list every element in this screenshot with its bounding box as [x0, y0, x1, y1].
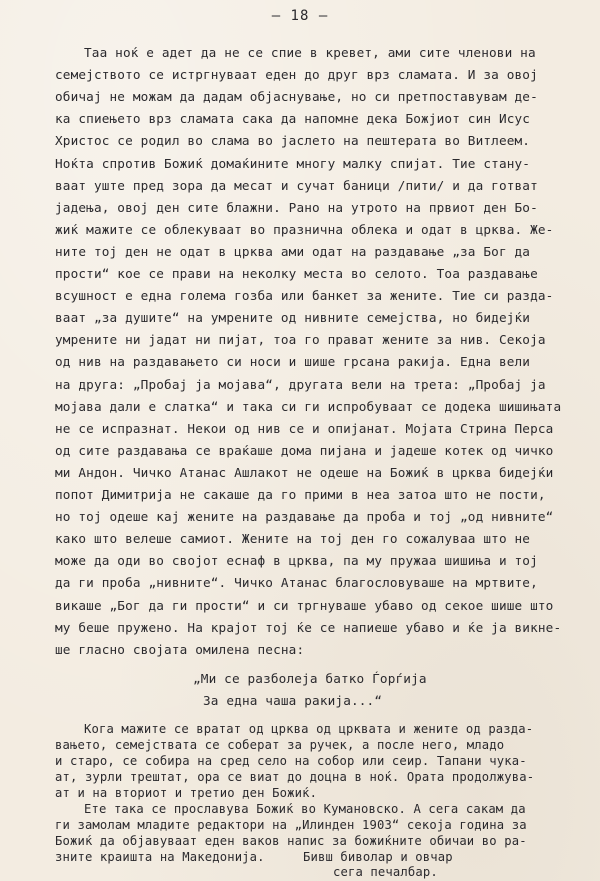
text-line: и старо, се собира на сред село на собор или сеир. Тапани чука- [55, 754, 527, 768]
text-line: жиќ мажите се облекуваат во празнична облека и одат в црква. Же- [55, 221, 554, 237]
text-line: ваат „за душите“ на умрените од нивните семејства, но бидејќи [55, 310, 531, 326]
text-line: обичај не можам да дадам објаснување, но си претпоставувам де- [55, 89, 538, 105]
text-line: Таа ноќ е адет да не се спие в кревет, ами сите членови на [84, 45, 536, 60]
text-line: како што велеше самиот. Жените на тој ден го сожалуваа што не [55, 531, 531, 547]
text-line: ваат уште пред зора да месат и сучат баници /пити/ и да готват [55, 177, 538, 193]
text-line: не се испразнат. Некои од нив се и опијанат. Мојата Стрина Перса [55, 420, 554, 436]
signature-line: Бивш биволар и овчар [303, 850, 453, 864]
text-line: Божиќ да објавуваат еден ваков напис за божиќните обичаи во ра- [55, 834, 527, 848]
text-line: Кога мажите се вратат од црква од црквата и жените од разда- [84, 722, 534, 736]
text-line: ните тој ден не одат в црква ами одат на раздавање „за Бог да [55, 243, 531, 259]
song-line: За една чаша ракија...“ [203, 693, 383, 708]
text-line: од сите раздавања се враќаше дома пијана и јадеше котек од чичко [55, 442, 554, 458]
text-line: семејството се истргнуваат еден до друг врз сламата. И за овој [55, 67, 538, 83]
text-line: вањето, семејствата се соберат за ручек, а после него, младо [55, 738, 505, 752]
text-line: всушност е една голема гозба или банкет за жените. Тие си разда- [55, 288, 554, 304]
text-line: Ете така се прославува Божиќ во Кумановско. А сега сакам да [84, 802, 526, 816]
signature-line: сега печалбар. [333, 865, 438, 879]
text-line: прости“ кое се прави на неколку места во селото. Тоа раздавање [55, 266, 538, 281]
text-line: мојава дали е слатка“ и така си ги испробуваат се додека шишињата [55, 398, 562, 414]
text-line: умрените ни јадат ни пијат, тоа го прават жените за нив. Секоја [55, 332, 546, 348]
text-line: Ноќта спротив Божиќ домаќините многу малку спијат. Тие стану- [55, 155, 531, 171]
text-line: викаше „Бог да ги прости“ и си тргнуваше убаво од секое шише што [55, 597, 554, 613]
text-line: ат и на вториот и третио ден Божиќ. [55, 786, 318, 800]
text-line: но тој одеше кај жените на раздавање да проба и тој „од нивните“ [55, 509, 554, 525]
text-line: зните краишта на Македонија. [55, 850, 265, 864]
page-number: — 18 — [271, 8, 329, 24]
text-line: на друга: „Пробај ја мојава“, другата вели на трета: „Пробај ја [55, 376, 546, 392]
text-line: ги замолам младите редактори на „Илинден 1903“ секоја година за [55, 818, 527, 832]
song-line: „Ми се разболеја батко Ѓорѓија [193, 671, 427, 686]
text-line: од нив на раздавањето си носи и шише грсана ракија. Една вели [55, 354, 531, 370]
text-line: јадења, овој ден сите блажни. Рано на утрото на првиот ден Бо- [55, 199, 538, 215]
text-line: ми Андон. Чичко Атанас Ашлакот не одеше на Божиќ в црква бидејќи [55, 464, 554, 480]
text-line: ка спиењето врз сламата сака да напомне дека Божјиот син Исус [55, 111, 531, 127]
text-line: Христос се родил во слама во јаслето на пештерата во Витлеем. [55, 133, 531, 149]
text-line: попот Димитрија не сакаше да го прими в неа затоа што не пости, [55, 487, 546, 502]
text-line: ат, зурли трештат, ора се виат до доцна в ноќ. Ората продолжува- [55, 770, 535, 784]
text-line: да ги проба „нивните“. Чичко Атанас благословуваше на мртвите, [55, 575, 538, 591]
text-line: може да оди во својот еснаф в црква, па му пружаа шишиња и тој [55, 553, 538, 569]
text-line: ше гласно својата омилена песна: [55, 641, 305, 657]
text-line: му беше пружено. На крајот тој ќе се напиеше убаво и ќе ја викне- [55, 619, 562, 635]
